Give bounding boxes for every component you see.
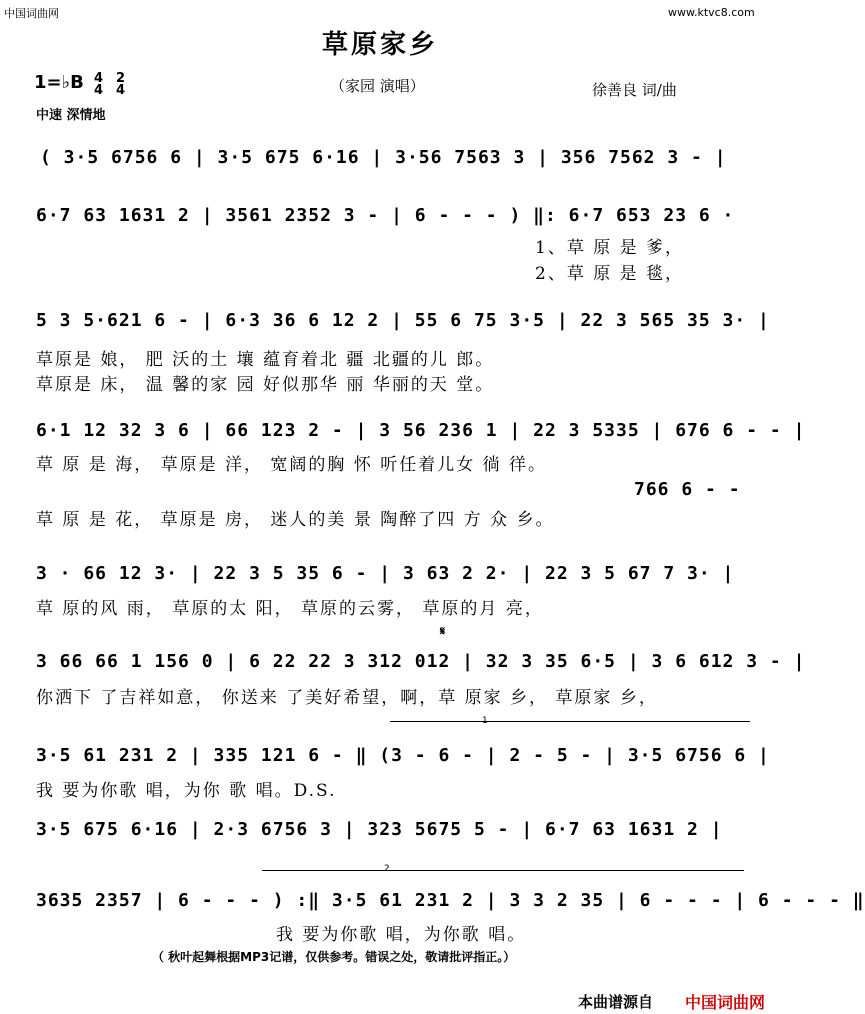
notation-line-9: 3635 2357 | 6 - - - ) :‖ 3·5 61 231 2 | 3 3 2 35 | 6 - - - | 6 - - - ‖ — [36, 890, 865, 911]
site-name-link[interactable]: 中国词曲网 — [685, 993, 766, 1012]
alternate-ending-notes: 766 6 - - — [634, 479, 741, 500]
notation-line-2: 6·7 63 1631 2 | 3561 2352 3 - | 6 - - - ) ‖: 6·7 653 23 6 · — [36, 205, 735, 226]
notation-line-5: 3 · 66 12 3· | 22 3 5 35 6 - | 3 63 2 2· | 22 3 5 67 7 3· | — [36, 563, 735, 584]
time-signature-1: 4 4 — [94, 71, 104, 98]
volta-number-2: 2 — [384, 864, 390, 874]
lyric-line-9: 我 要为你歌 唱，为你歌 唱。 — [276, 925, 527, 945]
lyricist-composer-credit: 徐善良 词/曲 — [592, 81, 677, 99]
lyric-line-3-verse2: 草原是 床， 温 馨的家 园 好似那华 丽 华丽的天 堂。 — [36, 375, 495, 395]
lyric-line-5: 草 原的风 雨， 草原的太 阳， 草原的云雾， 草原的月 亮， — [36, 599, 544, 619]
notation-line-6: 3 66 66 1 156 0 | 6 22 22 3 312 012 | 32 3 35 6·5 | 3 6 612 3 - | — [36, 651, 806, 672]
lyric-line-4-verse1: 草 原 是 海， 草原是 洋， 宽阔的胸 怀 听任着儿女 徜 徉。 — [36, 455, 548, 475]
notation-line-4: 6·1 12 32 3 6 | 66 123 2 - | 3 56 236 1 | 22 3 5335 | 676 6 - - | — [36, 420, 806, 441]
lyric-line-7: 我 要为你歌 唱，为你 歌 唱。D.S. — [36, 781, 337, 801]
key-signature: 1=♭B — [34, 72, 84, 93]
lyric-verse1-start: 1、草 原 是 爹， — [535, 238, 685, 258]
notation-line-1: ( 3·5 6756 6 | 3·5 675 6·16 | 3·56 7563 3 | 356 7562 3 - | — [40, 147, 727, 168]
watermark-top-right: www.ktvc8.com — [668, 6, 755, 19]
notation-line-3: 5 3 5·621 6 - | 6·3 36 6 12 2 | 55 6 75 3·5 | 22 3 565 35 3· | — [36, 310, 770, 331]
volta-bracket-1 — [390, 721, 750, 722]
segno-icon: 𝄋 — [440, 624, 446, 638]
volta-bracket-2 — [262, 870, 744, 871]
lyric-verse2-start: 2、草 原 是 毯， — [535, 264, 685, 284]
song-subtitle: （家园 演唱） — [330, 77, 425, 95]
song-title: 草原家乡 — [322, 30, 439, 60]
notation-line-8: 3·5 675 6·16 | 2·3 6756 3 | 323 5675 5 - | 6·7 63 1631 2 | — [36, 819, 723, 840]
lyric-line-3-verse1: 草原是 娘， 肥 沃的土 壤 蕴育着北 疆 北疆的儿 郎。 — [36, 350, 495, 370]
lyric-line-6: 你洒下 了吉祥如意， 你送来 了美好希望，啊，草 原家 乡， 草原家 乡， — [36, 688, 658, 708]
watermark-top-left: 中国词曲网 — [4, 7, 59, 20]
lyric-line-4-verse2: 草 原 是 花， 草原是 房， 迷人的美 景 陶醉了四 方 众 乡。 — [36, 510, 555, 530]
transcriber-note: （ 秋叶起舞根据MP3记谱，仅供参考。错误之处，敬请批评指正。） — [152, 950, 516, 964]
tempo-marking: 中速 深情地 — [36, 108, 106, 123]
time-signature-2: 2 4 — [116, 71, 126, 98]
volta-number-1: 1 — [482, 716, 488, 726]
notation-line-7: 3·5 61 231 2 | 335 121 6 - ‖ (3 - 6 - | 2 - 5 - | 3·5 6756 6 | — [36, 745, 770, 766]
source-label: 本曲谱源自 — [578, 993, 654, 1011]
